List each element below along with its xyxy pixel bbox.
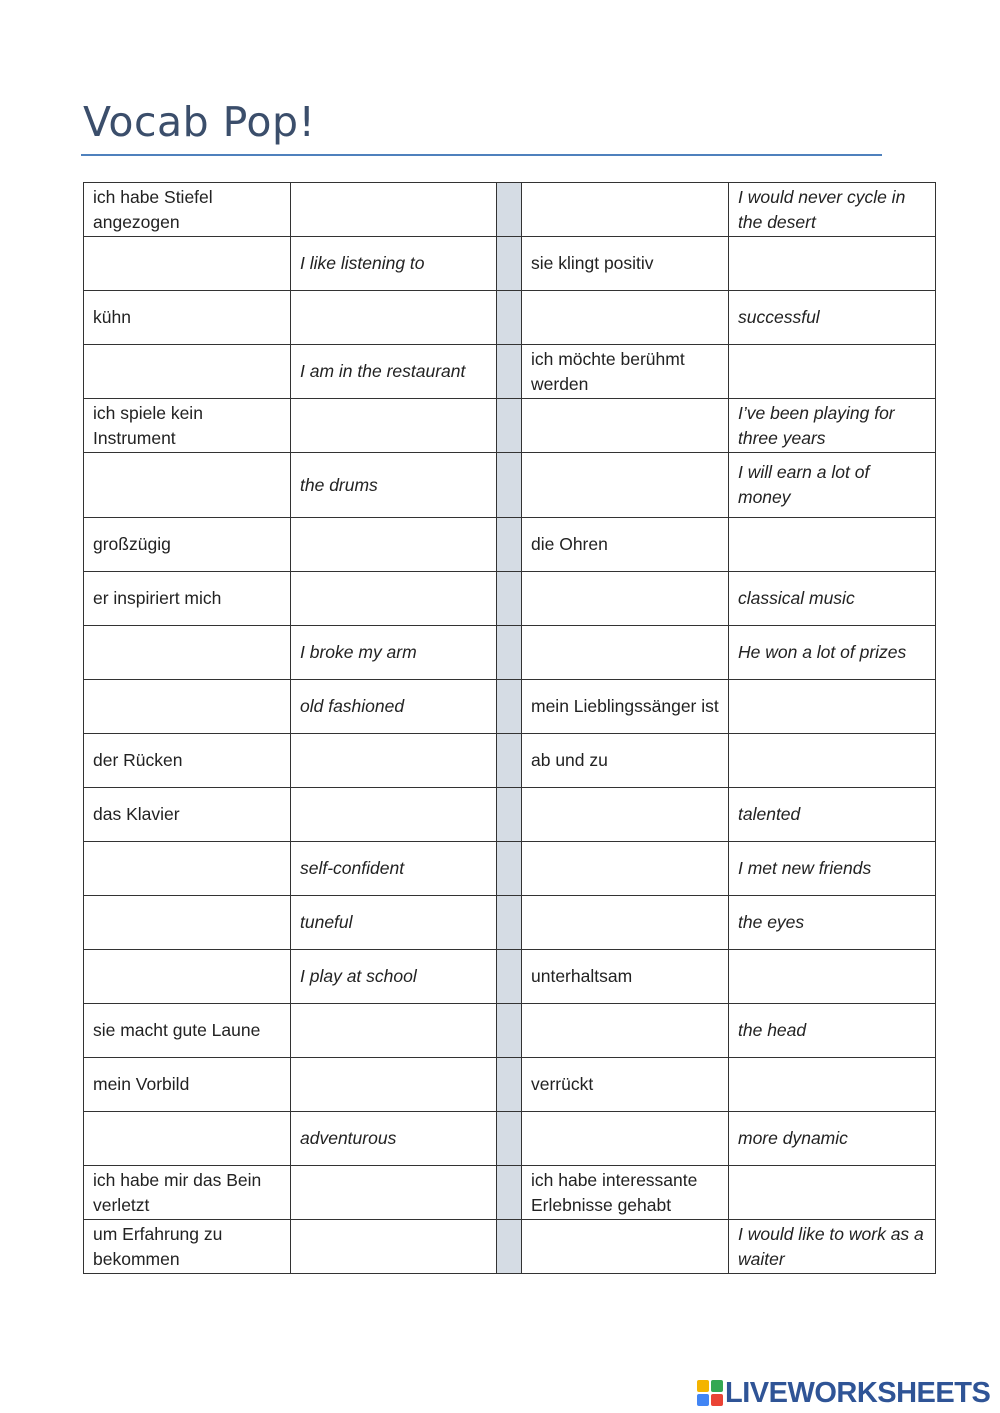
table-row <box>84 1220 936 1274</box>
german-cell: kühn <box>84 291 291 345</box>
german-cell <box>522 896 729 950</box>
english-cell: I play at school <box>291 950 497 1004</box>
vocab-table-body <box>84 183 936 1274</box>
table-row <box>84 453 936 518</box>
title-underline <box>81 154 882 156</box>
vocab-table <box>83 182 936 1274</box>
logo-text: LIVEWORKSHEETS <box>725 1377 991 1409</box>
table-row <box>84 896 936 950</box>
german-cell: er inspiriert mich <box>84 572 291 626</box>
english-cell <box>729 680 936 734</box>
german-cell: verrückt <box>522 1058 729 1112</box>
liveworksheets-logo <box>697 1379 990 1407</box>
english-cell <box>291 518 497 572</box>
english-cell: I met new friends <box>729 842 936 896</box>
english-cell: more dynamic <box>729 1112 936 1166</box>
divider-cell <box>497 626 522 680</box>
english-cell: tuneful <box>291 896 497 950</box>
table-row <box>84 291 936 345</box>
english-cell <box>291 1220 497 1274</box>
german-cell: ich habe interessante Erlebnisse gehabt <box>522 1166 729 1220</box>
table-row <box>84 842 936 896</box>
english-cell: I will earn a lot of money <box>729 453 936 518</box>
german-cell: um Erfahrung zu bekommen <box>84 1220 291 1274</box>
table-row <box>84 518 936 572</box>
table-row <box>84 237 936 291</box>
divider-cell <box>497 518 522 572</box>
english-cell: He won a lot of prizes <box>729 626 936 680</box>
german-cell <box>84 345 291 399</box>
german-cell <box>522 291 729 345</box>
german-cell: sie klingt positiv <box>522 237 729 291</box>
english-cell: adventurous <box>291 1112 497 1166</box>
english-cell <box>729 734 936 788</box>
german-cell: mein Lieblingssänger ist <box>522 680 729 734</box>
german-cell <box>84 680 291 734</box>
english-cell <box>291 399 497 453</box>
german-cell <box>522 1220 729 1274</box>
table-row <box>84 626 936 680</box>
divider-cell <box>497 680 522 734</box>
table-row <box>84 399 936 453</box>
english-cell: talented <box>729 788 936 842</box>
german-cell <box>522 788 729 842</box>
table-row <box>84 572 936 626</box>
german-cell <box>84 842 291 896</box>
english-cell: the drums <box>291 453 497 518</box>
english-cell: I am in the restaurant <box>291 345 497 399</box>
divider-cell <box>497 572 522 626</box>
english-cell <box>729 518 936 572</box>
german-cell <box>84 950 291 1004</box>
german-cell: das Klavier <box>84 788 291 842</box>
german-cell <box>522 183 729 237</box>
english-cell <box>291 291 497 345</box>
table-row <box>84 734 936 788</box>
english-cell <box>291 734 497 788</box>
english-cell: I broke my arm <box>291 626 497 680</box>
divider-cell <box>497 1058 522 1112</box>
german-cell <box>84 626 291 680</box>
logo-square <box>711 1394 723 1406</box>
german-cell: die Ohren <box>522 518 729 572</box>
divider-cell <box>497 950 522 1004</box>
english-cell <box>729 237 936 291</box>
english-cell: the eyes <box>729 896 936 950</box>
german-cell: der Rücken <box>84 734 291 788</box>
liveworksheets-logo-icon <box>697 1380 723 1406</box>
german-cell <box>84 453 291 518</box>
english-cell: I like listening to <box>291 237 497 291</box>
english-cell: successful <box>729 291 936 345</box>
divider-cell <box>497 788 522 842</box>
english-cell: classical music <box>729 572 936 626</box>
divider-cell <box>497 291 522 345</box>
table-row <box>84 950 936 1004</box>
table-row <box>84 1112 936 1166</box>
table-row <box>84 1004 936 1058</box>
english-cell <box>729 1058 936 1112</box>
german-cell: großzügig <box>84 518 291 572</box>
german-cell <box>522 842 729 896</box>
divider-cell <box>497 1004 522 1058</box>
german-cell <box>522 453 729 518</box>
english-cell <box>291 572 497 626</box>
english-cell: I would like to work as a waiter <box>729 1220 936 1274</box>
german-cell <box>522 399 729 453</box>
table-row <box>84 788 936 842</box>
divider-cell <box>497 1112 522 1166</box>
english-cell: self-confident <box>291 842 497 896</box>
divider-cell <box>497 896 522 950</box>
divider-cell <box>497 399 522 453</box>
english-cell <box>729 345 936 399</box>
divider-cell <box>497 453 522 518</box>
german-cell: ab und zu <box>522 734 729 788</box>
divider-cell <box>497 734 522 788</box>
english-cell <box>729 950 936 1004</box>
english-cell: old fashioned <box>291 680 497 734</box>
english-cell: I’ve been playing for three years <box>729 399 936 453</box>
table-row <box>84 1166 936 1220</box>
german-cell <box>84 237 291 291</box>
english-cell <box>729 1166 936 1220</box>
logo-square <box>697 1380 709 1392</box>
english-cell: I would never cycle in the desert <box>729 183 936 237</box>
divider-cell <box>497 183 522 237</box>
page-title: Vocab Pop! <box>83 98 316 146</box>
english-cell <box>291 788 497 842</box>
divider-cell <box>497 842 522 896</box>
english-cell <box>291 1166 497 1220</box>
german-cell: ich habe mir das Bein verletzt <box>84 1166 291 1220</box>
german-cell: ich habe Stiefel angezogen <box>84 183 291 237</box>
german-cell <box>84 1112 291 1166</box>
german-cell <box>522 626 729 680</box>
table-row <box>84 1058 936 1112</box>
divider-cell <box>497 237 522 291</box>
english-cell <box>291 1058 497 1112</box>
german-cell <box>522 1004 729 1058</box>
german-cell <box>84 896 291 950</box>
english-cell <box>291 183 497 237</box>
divider-cell <box>497 1220 522 1274</box>
english-cell <box>291 1004 497 1058</box>
table-row <box>84 345 936 399</box>
table-row <box>84 680 936 734</box>
german-cell <box>522 1112 729 1166</box>
logo-square <box>697 1394 709 1406</box>
german-cell <box>522 572 729 626</box>
logo-square <box>711 1380 723 1392</box>
german-cell: ich spiele kein Instrument <box>84 399 291 453</box>
german-cell: ich möchte berühmt werden <box>522 345 729 399</box>
german-cell: sie macht gute Laune <box>84 1004 291 1058</box>
table-row <box>84 183 936 237</box>
german-cell: unterhaltsam <box>522 950 729 1004</box>
english-cell: the head <box>729 1004 936 1058</box>
divider-cell <box>497 1166 522 1220</box>
divider-cell <box>497 345 522 399</box>
german-cell: mein Vorbild <box>84 1058 291 1112</box>
